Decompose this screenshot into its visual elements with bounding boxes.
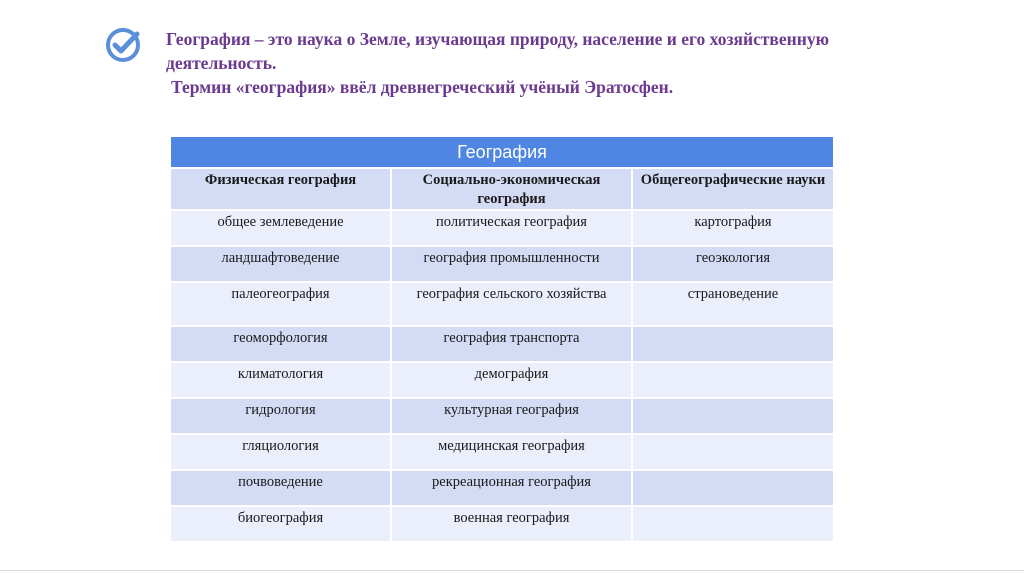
- table-row: [170, 282, 834, 326]
- table-row: [170, 210, 834, 246]
- table-title: География: [170, 137, 834, 168]
- table-cell: общее землеведение: [170, 210, 391, 246]
- table-cell: гляциология: [170, 434, 391, 470]
- table-cell: картография: [632, 210, 834, 246]
- check-circle-icon: [104, 26, 142, 64]
- geography-table: [169, 137, 835, 543]
- table-row: [170, 246, 834, 282]
- table-row: [170, 434, 834, 470]
- table-title-row: [170, 137, 834, 168]
- slide-bottom-divider: [0, 570, 1024, 571]
- heading-line-1: География – это наука о Земле, изучающая природу, население и его хозяйственную: [166, 29, 829, 49]
- table-cell: гидрология: [170, 398, 391, 434]
- table-cell: военная география: [391, 506, 632, 542]
- table-cell: страноведение: [632, 282, 834, 326]
- table-row: [170, 470, 834, 506]
- table-cell: культурная география: [391, 398, 632, 434]
- table-row: [170, 362, 834, 398]
- table-cell: география транспорта: [391, 326, 632, 362]
- table-cell: демография: [391, 362, 632, 398]
- table-cell: [632, 470, 834, 506]
- slide-heading: [166, 27, 966, 99]
- column-header: Общегеографические науки: [632, 168, 834, 210]
- table-cell: [632, 434, 834, 470]
- table-cell: геоморфология: [170, 326, 391, 362]
- table-cell: медицинская география: [391, 434, 632, 470]
- column-header: Социально-экономическая география: [391, 168, 632, 210]
- table-cell: [632, 326, 834, 362]
- table-cell: география промышленности: [391, 246, 632, 282]
- table-row: [170, 326, 834, 362]
- heading-line-2: деятельность.: [166, 53, 277, 73]
- table-cell: рекреационная география: [391, 470, 632, 506]
- table-cell: почвоведение: [170, 470, 391, 506]
- column-header: Физическая география: [170, 168, 391, 210]
- table-cell: геоэкология: [632, 246, 834, 282]
- table-row: [170, 398, 834, 434]
- table-cell: биогеография: [170, 506, 391, 542]
- table-header-row: [170, 168, 834, 210]
- table-cell: ландшафтоведение: [170, 246, 391, 282]
- table-cell: география сельского хозяйства: [391, 282, 632, 326]
- table-cell: палеогеография: [170, 282, 391, 326]
- table-cell: [632, 506, 834, 542]
- table-row: [170, 506, 834, 542]
- table-cell: [632, 362, 834, 398]
- heading-line-3: Термин «география» ввёл древнегреческий учёный Эратосфен.: [171, 77, 674, 97]
- table-cell: [632, 398, 834, 434]
- table-cell: политическая география: [391, 210, 632, 246]
- table-cell: климатология: [170, 362, 391, 398]
